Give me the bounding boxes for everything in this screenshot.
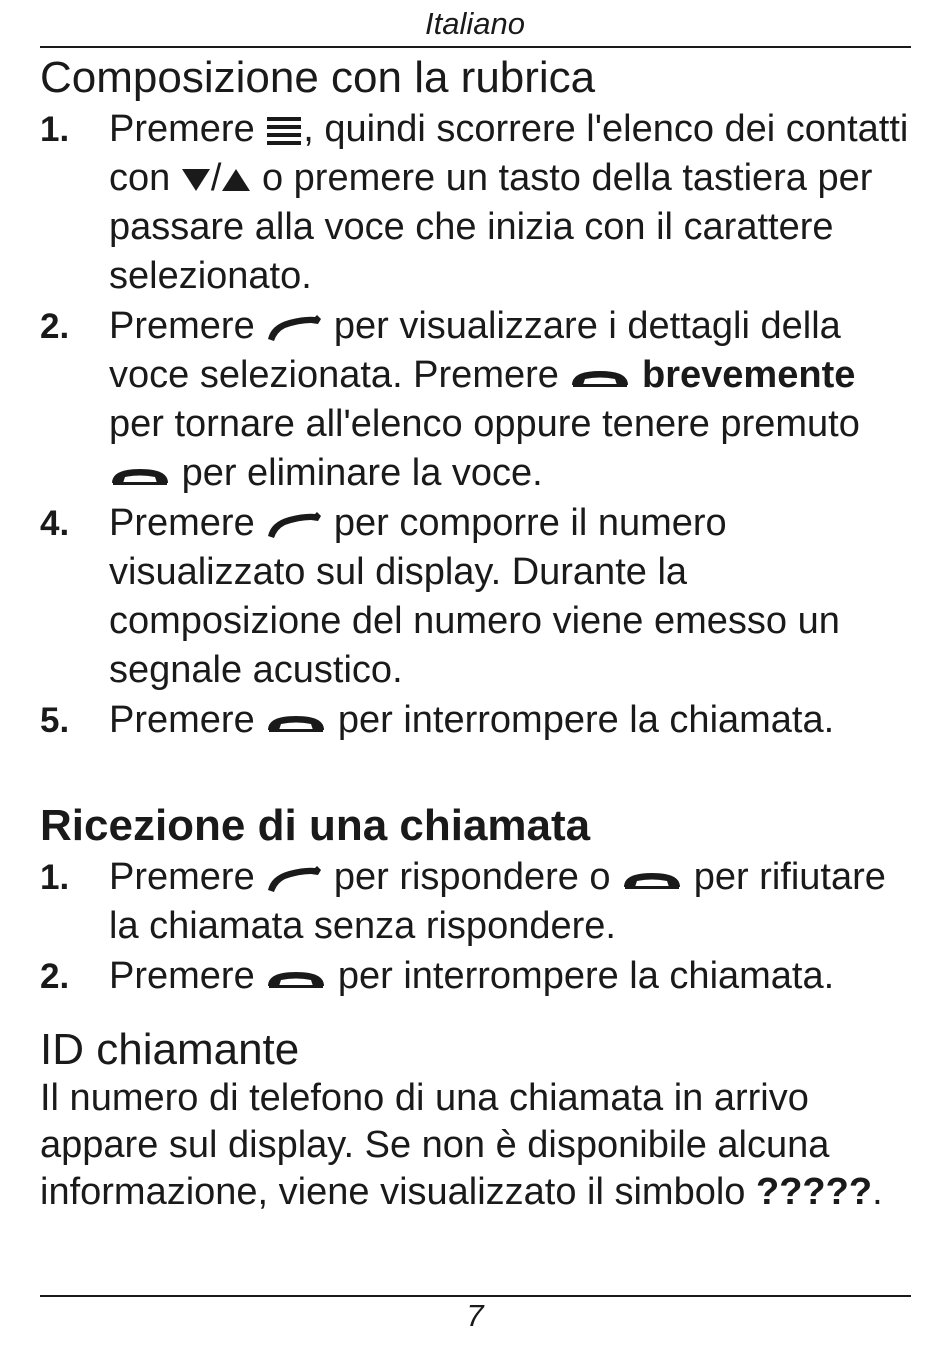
step-text: per comporre il numero visualizzato sul display. Durante la composizione del numero viene emesso un segnale acustico. bbox=[109, 502, 840, 691]
step-number: 2. bbox=[40, 307, 70, 346]
caller-id-paragraph bbox=[40, 1075, 915, 1216]
unknown-symbol: ????? bbox=[756, 1171, 873, 1213]
step-number: 2. bbox=[40, 957, 70, 996]
call-key-icon bbox=[265, 313, 323, 343]
section-title-id-chiamante: ID chiamante bbox=[40, 1025, 300, 1074]
list-item bbox=[40, 952, 915, 1001]
page-content bbox=[40, 53, 915, 1216]
paragraph-text: Il numero di telefono di una chiamata in arrivo appare sul display. Se non è disponibile alcuna informazione, viene visualizzato il simbolo bbox=[40, 1077, 830, 1213]
rubrica-steps bbox=[40, 105, 915, 745]
section-title-ricezione: Ricezione di una chiamata bbox=[40, 801, 591, 850]
step-emphasis: brevemente bbox=[642, 354, 856, 396]
call-key-icon bbox=[265, 510, 323, 540]
step-number: 5. bbox=[40, 701, 70, 740]
step-text: per interrompere la chiamata. bbox=[337, 699, 835, 741]
header-rule bbox=[40, 46, 911, 48]
step-text: per interrompere la chiamata. bbox=[337, 955, 835, 997]
end-call-key-icon bbox=[621, 867, 683, 891]
step-text: o premere un tasto della tastiera per passare alla voce che inizia con il carattere selezionato. bbox=[109, 157, 873, 297]
call-key-icon bbox=[265, 864, 323, 894]
separator-slash: / bbox=[210, 157, 222, 199]
footer-rule bbox=[40, 1295, 911, 1297]
step-text: Premere bbox=[109, 699, 255, 741]
list-item bbox=[40, 499, 915, 695]
list-item bbox=[40, 302, 915, 498]
header-language: Italiano bbox=[425, 6, 525, 41]
step-number: 1. bbox=[40, 110, 70, 149]
end-call-key-icon bbox=[569, 365, 631, 389]
end-call-key-icon bbox=[265, 966, 327, 990]
step-text: per tornare all'elenco oppure tenere premuto bbox=[109, 403, 860, 445]
step-text: per eliminare la voce. bbox=[181, 452, 543, 494]
step-text: per rispondere o bbox=[333, 856, 611, 898]
arrow-up-icon bbox=[221, 167, 251, 193]
menu-icon bbox=[265, 115, 303, 147]
step-number: 1. bbox=[40, 858, 70, 897]
step-text: Premere bbox=[109, 108, 255, 150]
list-item bbox=[40, 696, 915, 745]
paragraph-end: . bbox=[872, 1171, 883, 1213]
end-call-key-icon bbox=[109, 463, 171, 487]
end-call-key-icon bbox=[265, 710, 327, 734]
step-text: Premere bbox=[109, 856, 255, 898]
arrow-down-icon bbox=[181, 167, 211, 193]
list-item bbox=[40, 853, 915, 951]
step-number: 4. bbox=[40, 504, 70, 543]
section-title-rubrica: Composizione con la rubrica bbox=[40, 53, 596, 102]
step-text: Premere bbox=[109, 502, 255, 544]
step-text: per rifiutare la chiamata senza rispondere. bbox=[109, 856, 886, 947]
ricezione-steps bbox=[40, 853, 915, 1001]
page-number: 7 bbox=[466, 1298, 484, 1333]
step-text: , quindi scorrere l'elenco dei contatti con bbox=[109, 108, 909, 199]
step-text: Premere bbox=[109, 305, 255, 347]
step-text: Premere bbox=[109, 955, 255, 997]
list-item bbox=[40, 105, 915, 301]
step-text: per visualizzare i dettagli della voce selezionata. Premere bbox=[109, 305, 841, 396]
